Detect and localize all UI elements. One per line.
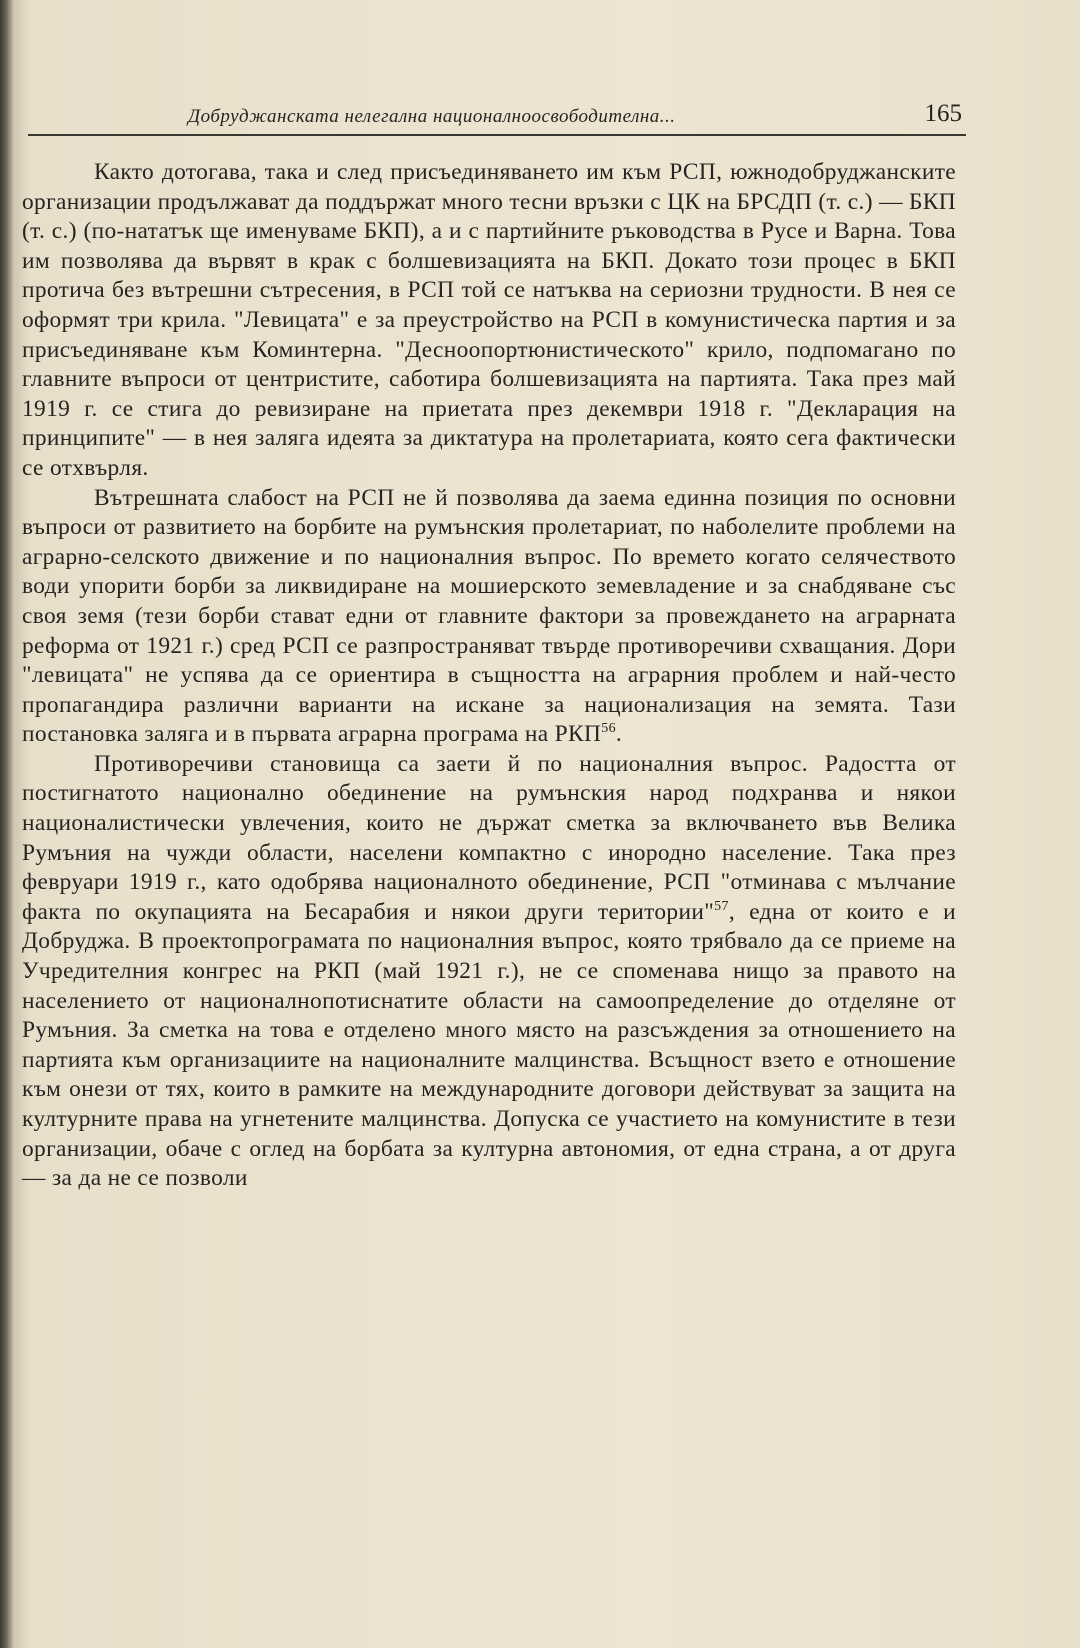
paragraph-1-text: Както дотогава, така и след присъединяването им към РСП, южнодобруджанските организации продължават да поддържат много тесни връзки с ЦК на БРСДП (т. с.) — БКП (т. с.) (по-нататък ще именуваме БКП), а и с партийните ръководства в Русе и Варна. Това им позволява да вървят в крак с болшевизацията на БКП. Докато този процес в БКП протича без вътрешни сътресения, в РСП той се натъква на сериозни трудности. В нея се оформят три крила. "Левицата" е за преустройство на РСП в комунистическа партия и за присъединяване към Коминтерна. "Десноопортюнистическото" крило, подпомагано по главните въпроси от центристите, саботира болшевизацията на партията. Така през май 1919 г. се стига до ревизиране на приетата през декември 1918 г. "Декларация на принципите" — в нея заляга идеята за диктатура на пролетариата, която сега фактически се отхвърля.	[22, 159, 956, 481]
page-number: 165	[924, 100, 962, 127]
footnote-marker-56: 56	[601, 721, 616, 737]
page-header	[28, 96, 966, 136]
paragraph-2	[22, 484, 956, 750]
paragraph-3-text-b: , една от които е и Добруджа. В проектопрограмата по националния въпрос, която трябвало да се приеме на Учредителния конгрес на РКП (май 1921 г.), не се споменава нищо за правото на населението от националнопотиснатите области на самоопределение до отделяне от Румъния. За сметка на това е отделено много място на разсъждения за отношението на партията към организациите на националните малцинства. Всъщност взето е отношение към онези от тях, които в рамките на международните договори действуват за защита на културните права на угнетените малцинства. Допуска се участието на комунистите в тези организации, обаче с оглед на борбата за културна автономия, от една страна, а от друга — за да не се позволи	[22, 898, 957, 1192]
paragraph-1	[22, 158, 956, 484]
running-title: Добруджанската нелегална националноосвободителна...	[188, 106, 676, 127]
paragraph-2-tail: .	[615, 721, 623, 748]
paragraph-3-text-a: Противоречиви становища са заети й по националния въпрос. Радостта от постигнатото национално обединение на румънския народ подхранва и някои националистически увлечения, които не държат сметка за включването във Велика Румъния на чужди области, населени компактно с инородно население. Така през февруари 1919 г., като одобрява националното обединение, РСП "отминава с мълчание факта по окупацията на Бесарабия и някои други територии"	[22, 750, 956, 925]
paragraph-3	[22, 750, 956, 1194]
footnote-marker-57: 57	[714, 899, 729, 915]
paragraph-2-text: Вътрешната слабост на РСП не й позволява да заема единна позиция по основни въпроси от развитието на борбите на румънския пролетариат, по наболелите проблеми на аграрно-селското движение и по националния въпрос. По времето когато селячеството води упорити борби за ликвидиране на мошиерското земевладение и за снабдяване със своя земя (тези борби стават едни от главните фактори за провеждането на аграрната реформа от 1921 г.) сред РСП се разпространяват твърде противоречиви схващания. Дори "левицата" не успява да се ориентира в същността на аграрния проблем и най-често пропагандира различни варианти на искане за национализация на земята. Тази постановка заляга и в първата аграрна програма на РКП	[22, 484, 956, 748]
body-text	[22, 158, 956, 1194]
